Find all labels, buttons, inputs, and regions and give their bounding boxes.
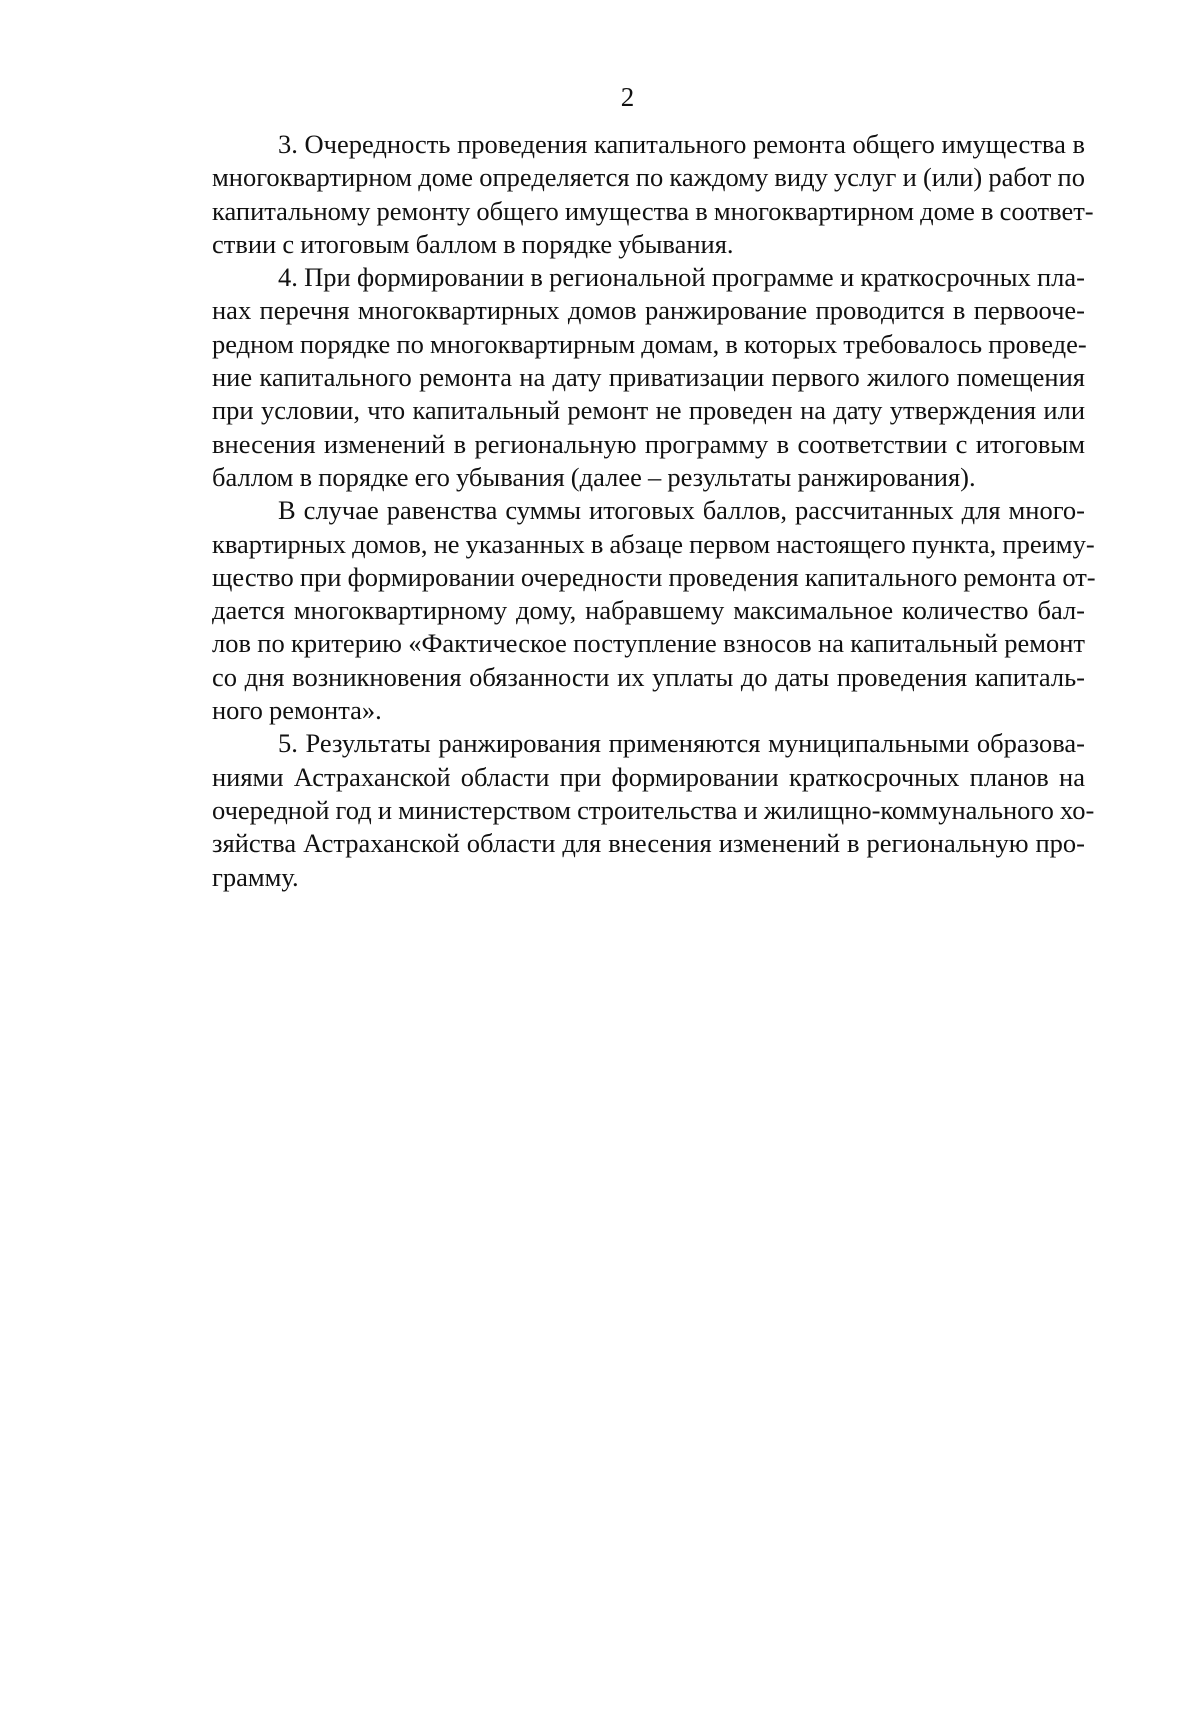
text-line: капитальному ремонту общего имущества в многоквартирном доме в соответ- <box>212 195 1094 226</box>
text-line: квартирных домов, не указанных в абзаце первом настоящего пункта, преиму- <box>212 528 1095 559</box>
text-line: ствии с итоговым баллом в порядке убывания. <box>212 228 734 259</box>
text-line: нах перечня многоквартирных домов ранжирование проводится в первооче- <box>212 295 1085 326</box>
page-number: 2 <box>620 82 635 112</box>
text-line: баллом в порядке его убывания (далее – результаты ранжирования). <box>212 461 976 492</box>
text-line: ного ремонта». <box>212 695 382 726</box>
text-line: 5. Результаты ранжирования применяются муниципальными образова- <box>278 728 1085 759</box>
text-line: ние капитального ремонта на дату приватизации первого жилого помещения <box>212 362 1085 393</box>
paragraph-5 <box>212 727 1095 893</box>
paragraph-4 <box>212 261 1085 494</box>
text-line: 4. При формировании в региональной программе и краткосрочных пла- <box>278 262 1085 293</box>
text-line: ниями Астраханской области при формировании краткосрочных планов на <box>212 761 1085 792</box>
text-line: грамму. <box>212 861 299 892</box>
text-line: 3. Очередность проведения капитального ремонта общего имущества в <box>278 129 1085 159</box>
paragraph-4-continued <box>212 494 1096 727</box>
text-line: лов по критерию «Фактическое поступление взносов на капитальный ремонт <box>212 628 1085 659</box>
text-line: зяйства Астраханской области для внесения изменений в региональную про- <box>212 828 1085 859</box>
text-line: дается многоквартирному дому, набравшему максимальное количество бал- <box>212 595 1085 626</box>
text-line: внесения изменений в региональную программу в соответствии с итоговым <box>212 428 1085 459</box>
paragraph-3 <box>212 128 1094 261</box>
text-line: со дня возникновения обязанности их уплаты до даты проведения капиталь- <box>212 661 1085 692</box>
text-line: щество при формировании очередности проведения капитального ремонта от- <box>212 561 1096 592</box>
text-line: В случае равенства суммы итоговых баллов, рассчитанных для много- <box>278 495 1085 526</box>
text-line: многоквартирном доме определяется по каждому виду услуг и (или) работ по <box>212 162 1085 193</box>
text-line: очередной год и министерством строительства и жилищно-коммунального хо- <box>212 794 1095 825</box>
text-line: редном порядке по многоквартирным домам, в которых требовалось проведе- <box>212 328 1087 359</box>
text-line: при условии, что капитальный ремонт не проведен на дату утверждения или <box>212 395 1085 426</box>
document-body <box>212 128 1096 894</box>
